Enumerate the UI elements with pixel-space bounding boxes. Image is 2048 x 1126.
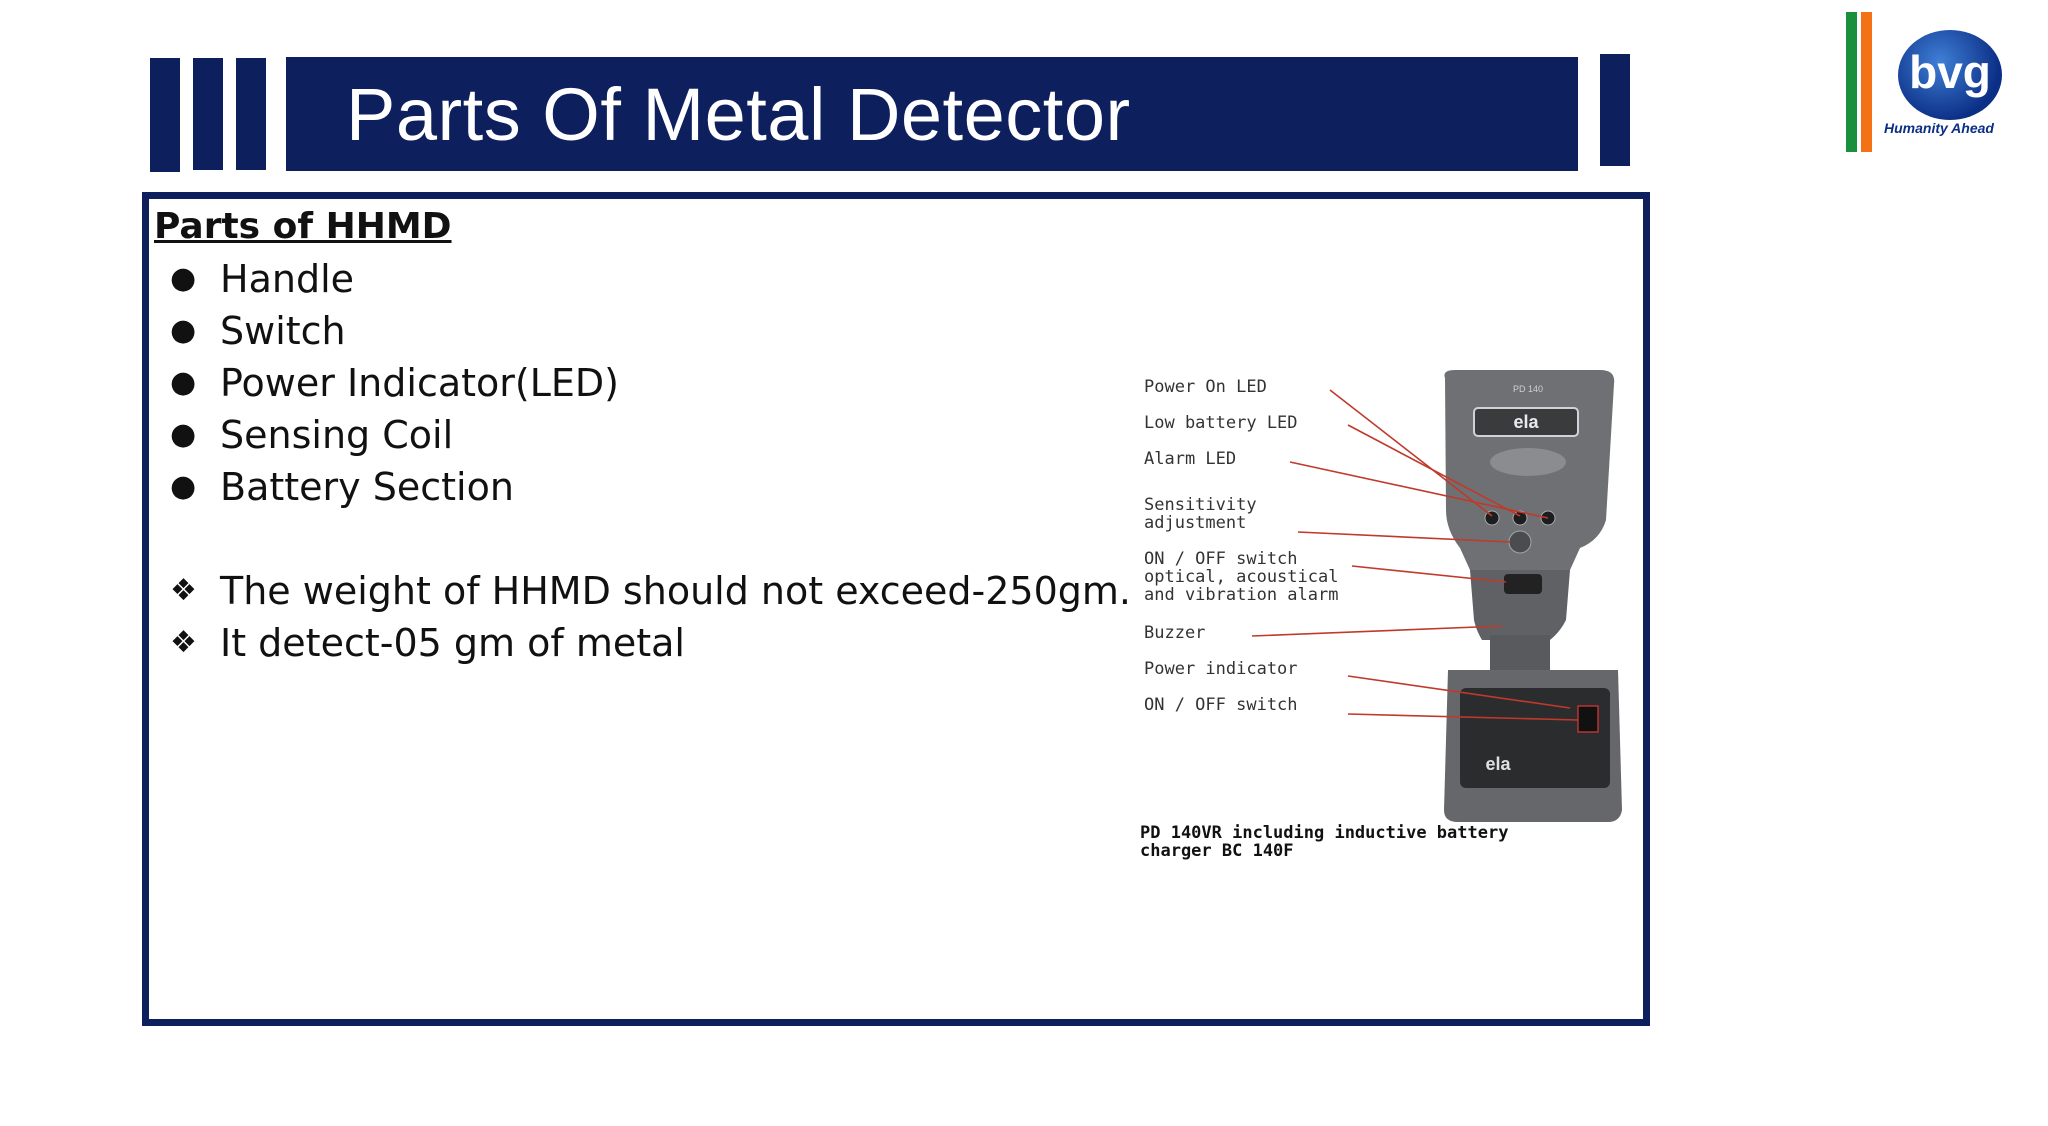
logo-tagline: Humanity Ahead [1884,120,1994,136]
note-item [154,565,1131,617]
parts-list [154,253,1131,513]
title-band [286,57,1578,171]
note-text: The weight of HHMD should not exceed-250gm. [220,569,1131,613]
slide-title: Parts Of Metal Detector [346,72,1131,156]
notes-list [154,565,1131,669]
label-onoff-line1: ON / OFF switch [1144,549,1298,569]
list-item-text: Power Indicator(LED) [220,361,619,405]
bullet-dot: ● [170,313,197,348]
logo-stripe-green [1846,12,1857,152]
figure-caption-line1: PD 140VR including inductive battery [1140,823,1509,843]
list-item-text: Handle [220,257,355,301]
label-alarm-led: Alarm LED [1144,449,1237,469]
list-item [154,409,1131,461]
list-item [154,357,1131,409]
diamond-bullet-icon: ❖ [170,625,197,660]
label-power-on-led: Power On LED [1144,377,1267,397]
bullet-dot: ● [170,365,197,400]
device-brand: ela [1513,412,1539,432]
list-item [154,253,1131,305]
title-deco-bar-2 [193,58,223,170]
sensitivity-knob-icon [1509,531,1531,553]
label-onoff-switch: ON / OFF switch [1144,695,1298,715]
title-deco-bar-1 [150,58,180,172]
note-text: It detect-05 gm of metal [220,621,685,665]
note-item [154,617,1131,669]
label-sensitivity-line1: Sensitivity [1144,495,1257,515]
label-onoff-line3: and vibration alarm [1144,585,1339,605]
bvg-logo [1898,30,2002,120]
bullet-dot: ● [170,417,197,452]
label-buzzer: Buzzer [1144,623,1206,643]
logo-name: bvg [1909,46,1991,98]
figure-caption-line2: charger BC 140F [1140,841,1294,861]
section-heading: Parts of HHMD [154,206,452,247]
list-item-text: Sensing Coil [220,413,454,457]
diamond-bullet-icon: ❖ [170,573,197,608]
onoff-switch-icon [1504,574,1542,594]
list-item [154,305,1131,357]
label-onoff-line2: optical, acoustical [1144,567,1339,587]
charger-switch-icon [1578,706,1598,732]
device-model: PD 140 [1512,384,1544,394]
logo-flag-stripes [1846,12,1876,152]
bullet-dot: ● [170,261,197,296]
logo-stripe-orange [1861,12,1872,152]
leader-line [1252,626,1502,636]
bullet-dot: ● [170,469,197,504]
title-deco-bar-right [1600,54,1630,166]
content-text [154,206,1131,669]
label-low-battery-led: Low battery LED [1144,413,1298,433]
label-power-indicator: Power indicator [1144,659,1298,679]
hhmd-diagram [1130,370,1630,870]
list-item-text: Battery Section [220,465,514,509]
speaker-grille [1490,448,1566,476]
title-deco-bar-3 [236,58,266,170]
list-item [154,461,1131,513]
list-item-text: Switch [220,309,346,353]
charger-brand: ela [1485,754,1511,774]
label-sensitivity-line2: adjustment [1144,513,1247,533]
